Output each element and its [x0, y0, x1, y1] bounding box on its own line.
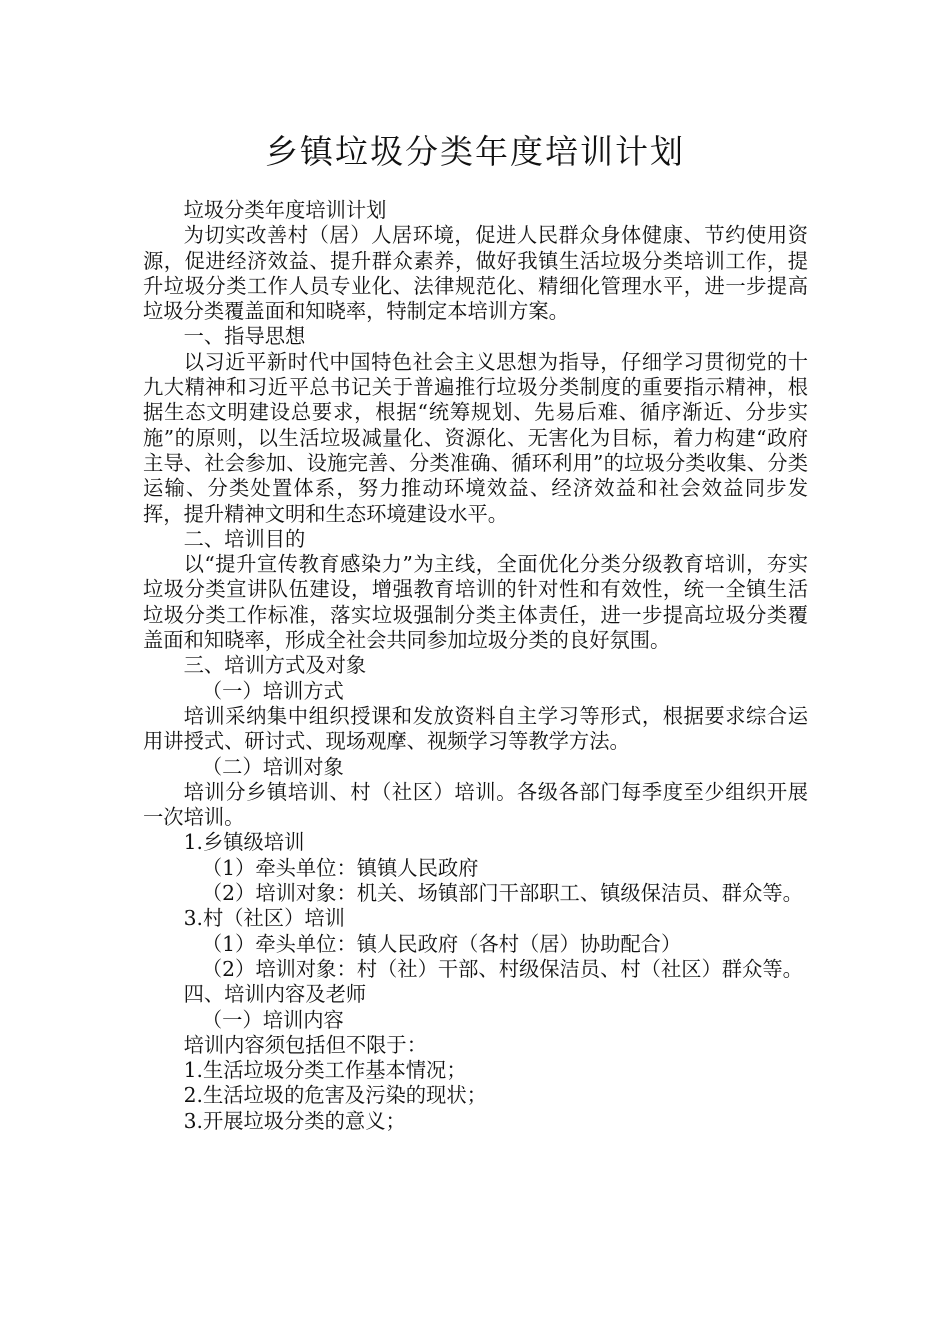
paragraph: 3.开展垃圾分类的意义；	[183, 1108, 406, 1133]
paragraph: 1.生活垃圾分类工作基本情况；	[183, 1058, 467, 1083]
paragraph: 四、培训内容及老师	[183, 982, 367, 1007]
paragraph: （1）牵头单位：镇人民政府（各村（居）协助配合）	[201, 931, 682, 956]
paragraph: （一）培训方式	[201, 678, 344, 703]
paragraph: 垃圾分类年度培训计划	[183, 198, 387, 222]
paragraph: 1.乡镇级培训	[183, 830, 305, 855]
paragraph: （2）培训对象：机关、场镇部门干部职工、镇级保洁员、群众等。	[201, 881, 803, 906]
paragraph: （一）培训内容	[201, 1007, 344, 1032]
paragraph: 培训内容须包括但不限于：	[183, 1032, 427, 1057]
paragraph: 三、培训方式及对象	[183, 653, 367, 678]
paragraph: 以“提升宣传教育感染力”为主线，全面优化分类分级教育培训，夯实垃圾分类宣讲队伍建设，增强教育培训的针对性和有效性，统一全镇生活垃圾分类工作标准，落实垃圾强制分类主体责任，进一步提高垃圾分类覆盖面和知晓率，形成全社会共同参加垃圾分类的良好氛围。	[143, 552, 808, 653]
paragraph: （二）培训对象	[201, 754, 344, 779]
document-body	[143, 198, 808, 1134]
paragraph: 培训采纳集中组织授课和发放资料自主学习等形式，根据要求综合运用讲授式、研讨式、现场观摩、视频学习等教学方法。	[143, 703, 808, 754]
paragraph: （2）培训对象：村（社）干部、村级保洁员、村（社区）群众等。	[201, 956, 803, 981]
paragraph: 培训分乡镇培训、村（社区）培训。各级各部门每季度至少组织开展一次培训。	[143, 779, 808, 830]
paragraph: 为切实改善村（居）人居环境，促进人民群众身体健康、节约使用资源，促进经济效益、提升群众素养，做好我镇生活垃圾分类培训工作，提升垃圾分类工作人员专业化、法律规范化、精细化管理水平，进一步提高垃圾分类覆盖面和知晓率，特制定本培训方案。	[143, 223, 808, 324]
document-title: 乡镇垃圾分类年度培训计划	[265, 132, 685, 171]
paragraph: （1）牵头单位：镇镇人民政府	[201, 855, 479, 880]
paragraph: 3.村（社区）培训	[183, 906, 345, 931]
paragraph: 二、培训目的	[183, 526, 306, 551]
paragraph: 一、指导思想	[183, 324, 306, 349]
paragraph: 2.生活垃圾的危害及污染的现状；	[183, 1083, 487, 1108]
paragraph: 以习近平新时代中国特色社会主义思想为指导，仔细学习贯彻党的十九大精神和习近平总书记关于普遍推行垃圾分类制度的重要指示精神，根据生态文明建设总要求，根据“统筹规划、先易后难、循序渐近、分步实施”的原则，以生活垃圾减量化、资源化、无害化为目标，着力构建“政府主导、社会参加、设施完善、分类准确、循环利用”的垃圾分类收集、分类运输、分类处置体系，努力推动环境效益、经济效益和社会效益同步发挥，提升精神文明和生态环境建设水平。	[143, 349, 808, 526]
